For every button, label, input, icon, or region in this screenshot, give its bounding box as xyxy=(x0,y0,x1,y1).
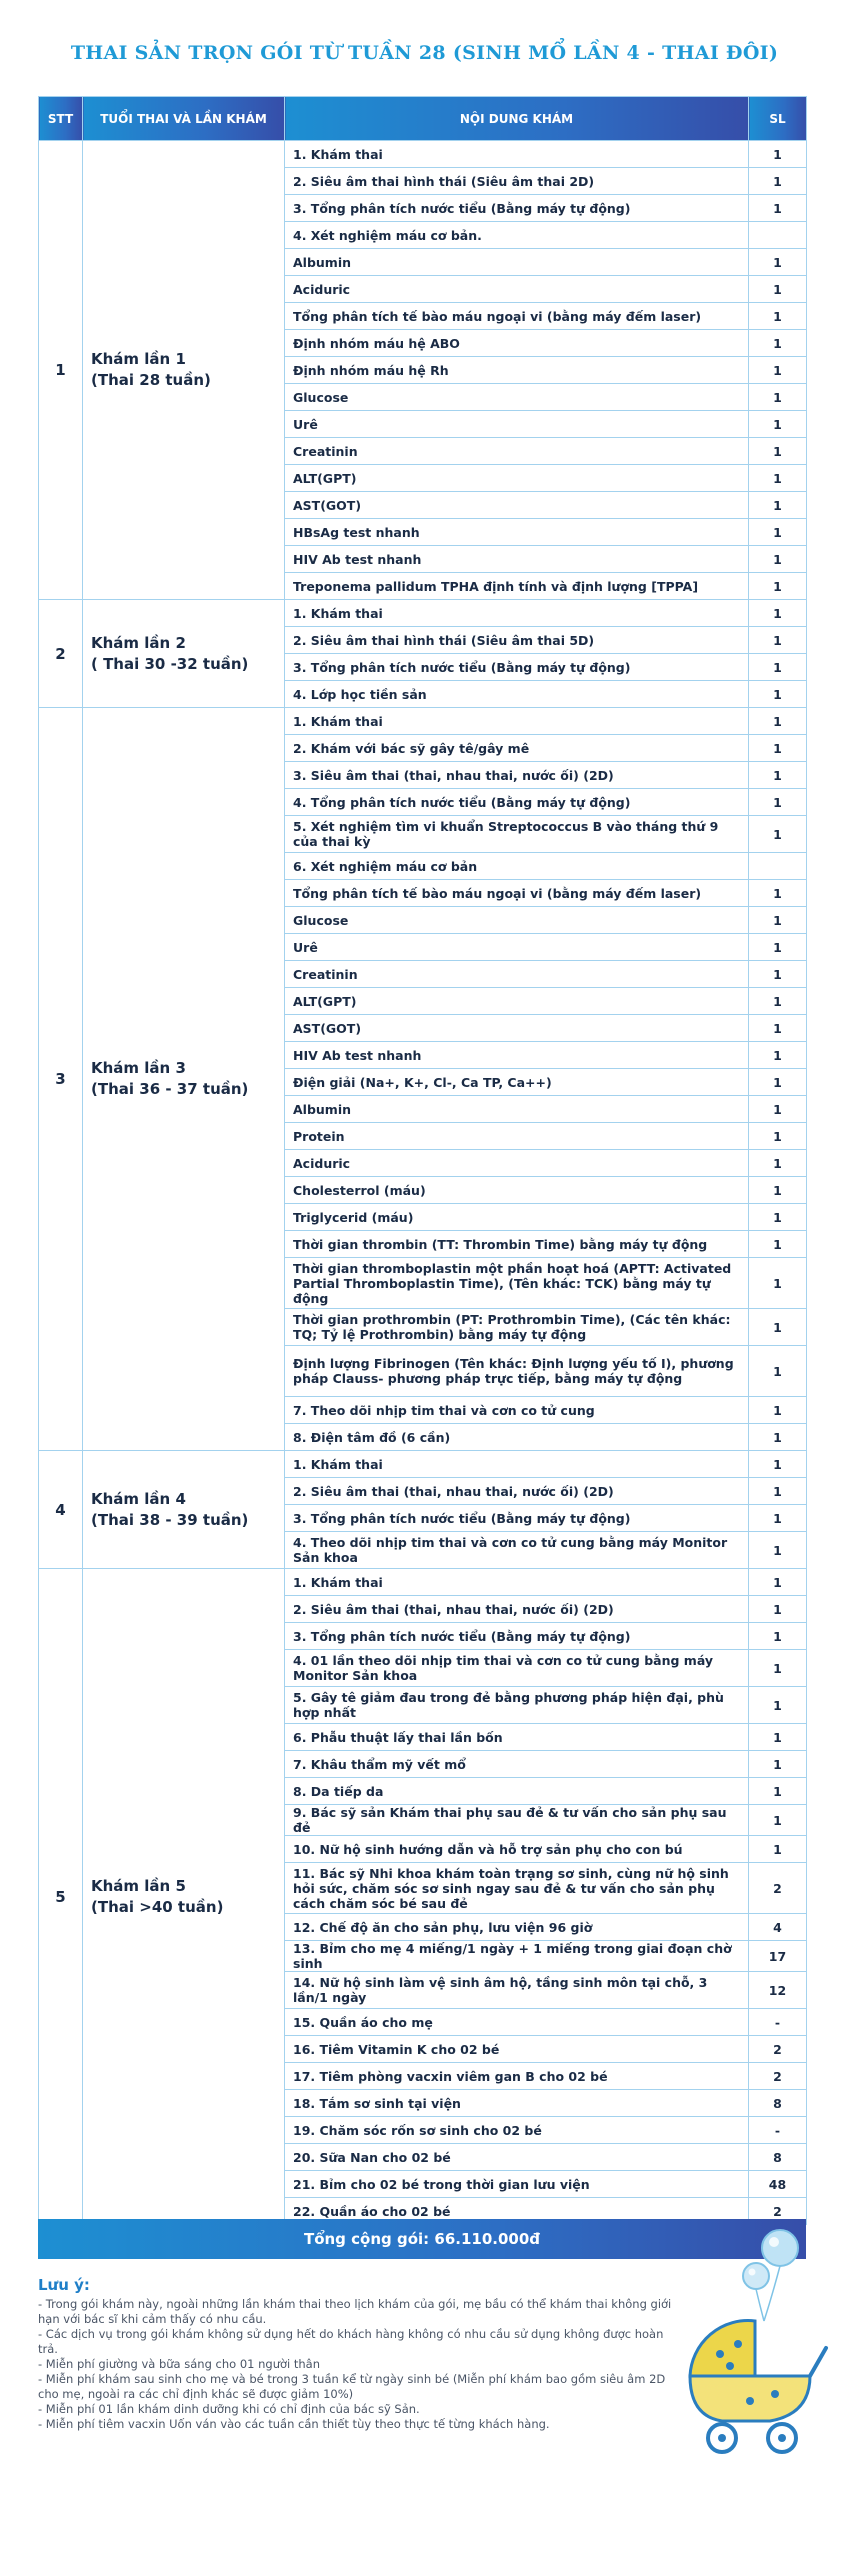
note-item: - Các dịch vụ trong gói khám không sử dụng hết do khách hàng không có nhu cầu sử dụng không được hoàn trả. xyxy=(38,2327,664,2356)
row-number: 3 xyxy=(39,708,83,1451)
service-qty: 1 xyxy=(749,681,807,708)
service-item: HBsAg test nhanh xyxy=(285,519,749,546)
row-number: 5 xyxy=(39,1569,83,2225)
note-item: - Miễn phí 01 lần khám dinh dưỡng khi có chỉ định của bác sỹ Sản. xyxy=(38,2402,420,2416)
visit-label: Khám lần 5 xyxy=(91,1876,186,1895)
service-item: ALT(GPT) xyxy=(285,988,749,1015)
visit-label: Khám lần 1 xyxy=(91,350,186,368)
service-item: 20. Sữa Nan cho 02 bé xyxy=(285,2144,749,2171)
service-qty: 1 xyxy=(749,573,807,600)
service-qty: 1 xyxy=(749,330,807,357)
service-qty: 1 xyxy=(749,1650,807,1687)
service-item: 2. Khám với bác sỹ gây tê/gây mê xyxy=(285,735,749,762)
note-item: - Miễn phí tiêm vacxin Uốn ván vào các tuần cần thiết tùy theo thực tế từng khách hàng. xyxy=(38,2417,550,2431)
service-item: 1. Khám thai xyxy=(285,141,749,168)
service-qty: 1 xyxy=(749,546,807,573)
service-item: 2. Siêu âm thai (thai, nhau thai, nước ối) (2D) xyxy=(285,1596,749,1623)
service-qty: 1 xyxy=(749,1451,807,1478)
service-qty: 1 xyxy=(749,880,807,907)
service-item: 6. Xét nghiệm máu cơ bản xyxy=(285,853,749,880)
service-qty: 1 xyxy=(749,195,807,222)
service-item: 4. Lớp học tiền sản xyxy=(285,681,749,708)
service-item: Urê xyxy=(285,411,749,438)
service-qty xyxy=(749,222,807,249)
service-item: Tổng phân tích tế bào máu ngoại vi (bằng máy đếm laser) xyxy=(285,880,749,907)
service-qty: 48 xyxy=(749,2171,807,2198)
service-qty: 1 xyxy=(749,1687,807,1724)
service-qty: 1 xyxy=(749,762,807,789)
service-item: Định nhóm máu hệ Rh xyxy=(285,357,749,384)
service-qty: 1 xyxy=(749,303,807,330)
service-item: Tổng phân tích tế bào máu ngoại vi (bằng máy đếm laser) xyxy=(285,303,749,330)
service-qty: 1 xyxy=(749,1778,807,1805)
service-qty: 1 xyxy=(749,600,807,627)
service-qty: 1 xyxy=(749,1805,807,1836)
service-qty: 1 xyxy=(749,816,807,853)
notes-title: Lưu ý: xyxy=(38,2276,90,2294)
service-item: 8. Điện tâm đồ (6 cần) xyxy=(285,1424,749,1451)
service-qty: 1 xyxy=(749,1177,807,1204)
service-item: Creatinin xyxy=(285,961,749,988)
header-visit: TUỔI THAI VÀ LẦN KHÁM xyxy=(83,97,285,141)
service-qty: 2 xyxy=(749,2063,807,2090)
total-price: Tổng cộng gói: 66.110.000đ xyxy=(38,2219,806,2259)
service-item: 3. Siêu âm thai (thai, nhau thai, nước ối) (2D) xyxy=(285,762,749,789)
header-qty: SL xyxy=(749,97,807,141)
service-qty: - xyxy=(749,2117,807,2144)
visit-week: (Thai >40 tuần) xyxy=(91,1897,224,1916)
service-qty: 1 xyxy=(749,1424,807,1451)
service-item: Albumin xyxy=(285,249,749,276)
service-qty: 1 xyxy=(749,1569,807,1596)
visit-cell xyxy=(83,1451,285,1569)
service-qty: 1 xyxy=(749,465,807,492)
service-qty: 8 xyxy=(749,2144,807,2171)
service-item: Điện giải (Na+, K+, Cl-, Ca TP, Ca++) xyxy=(285,1069,749,1096)
service-item: HIV Ab test nhanh xyxy=(285,1042,749,1069)
service-qty: 1 xyxy=(749,1836,807,1863)
service-item: 17. Tiêm phòng vacxin viêm gan B cho 02 bé xyxy=(285,2063,749,2090)
service-qty: 17 xyxy=(749,1941,807,1972)
service-qty: 1 xyxy=(749,1096,807,1123)
service-item: Aciduric xyxy=(285,1150,749,1177)
service-item: 4. Xét nghiệm máu cơ bản. xyxy=(285,222,749,249)
service-item: Treponema pallidum TPHA định tính và định lượng [TPPA] xyxy=(285,573,749,600)
service-item: Glucose xyxy=(285,384,749,411)
service-qty: 1 xyxy=(749,384,807,411)
table-row xyxy=(39,600,807,627)
service-qty: 1 xyxy=(749,988,807,1015)
service-item: HIV Ab test nhanh xyxy=(285,546,749,573)
service-qty: 1 xyxy=(749,1346,807,1397)
service-qty: 2 xyxy=(749,2036,807,2063)
service-qty: 1 xyxy=(749,627,807,654)
note-item: - Miễn phí giường và bữa sáng cho 01 người thân xyxy=(38,2357,321,2371)
service-item: Định nhóm máu hệ ABO xyxy=(285,330,749,357)
service-item: 3. Tổng phân tích nước tiểu (Bằng máy tự động) xyxy=(285,1623,749,1650)
table-body xyxy=(39,141,807,2225)
table-header-row xyxy=(39,97,807,141)
note-item: - Miễn phí khám sau sinh cho mẹ và bé trong 3 tuần kể từ ngày sinh bé (Miễn phí khám bao gồm siêu âm 2D cho mẹ, ngoài ra các chỉ định khác sẽ được giảm 10%) xyxy=(38,2372,666,2401)
service-qty: 1 xyxy=(749,961,807,988)
service-qty: 1 xyxy=(749,276,807,303)
service-qty: 1 xyxy=(749,357,807,384)
visit-week: (Thai 28 tuần) xyxy=(91,371,211,389)
service-item: 18. Tắm sơ sinh tại viện xyxy=(285,2090,749,2117)
service-qty: 2 xyxy=(749,2198,807,2225)
service-item: 1. Khám thai xyxy=(285,708,749,735)
baby-stroller-illustration xyxy=(660,2226,830,2456)
visit-cell xyxy=(83,600,285,708)
visit-label: Khám lần 4 xyxy=(91,1489,186,1508)
service-qty: 1 xyxy=(749,1015,807,1042)
service-item: 2. Siêu âm thai hình thái (Siêu âm thai 2D) xyxy=(285,168,749,195)
service-qty: 1 xyxy=(749,1724,807,1751)
service-qty: 1 xyxy=(749,141,807,168)
service-qty: 1 xyxy=(749,1258,807,1309)
service-qty: 1 xyxy=(749,492,807,519)
service-qty: 1 xyxy=(749,1309,807,1346)
service-item: 21. Bỉm cho 02 bé trong thời gian lưu viện xyxy=(285,2171,749,2198)
service-item: 19. Chăm sóc rốn sơ sinh cho 02 bé xyxy=(285,2117,749,2144)
service-item: Thời gian prothrombin (PT: Prothrombin Time), (Các tên khác: TQ; Tỷ lệ Prothrombin) bằng máy tự động xyxy=(285,1309,749,1346)
service-item: Cholesterrol (máu) xyxy=(285,1177,749,1204)
balloon-icon xyxy=(743,2230,798,2321)
service-item: 4. Tổng phân tích nước tiểu (Bằng máy tự động) xyxy=(285,789,749,816)
table-row xyxy=(39,141,807,168)
visit-cell xyxy=(83,141,285,600)
service-qty: 1 xyxy=(749,411,807,438)
service-qty: 1 xyxy=(749,789,807,816)
page-title: THAI SẢN TRỌN GÓI TỪ TUẦN 28 (SINH MỔ LẦN 4 - THAI ĐÔI) xyxy=(70,42,779,64)
service-qty: 1 xyxy=(749,654,807,681)
service-qty: 1 xyxy=(749,1751,807,1778)
service-item: 1. Khám thai xyxy=(285,1451,749,1478)
service-item: 5. Xét nghiệm tìm vi khuẩn Streptococcus B vào tháng thứ 9 của thai kỳ xyxy=(285,816,749,853)
service-item: 13. Bỉm cho mẹ 4 miếng/1 ngày + 1 miếng trong giai đoạn chờ sinh xyxy=(285,1941,749,1972)
service-item: ALT(GPT) xyxy=(285,465,749,492)
note-item: - Trong gói khám này, ngoài những lần khám thai theo lịch khám của gói, mẹ bầu có thể khám thai không giới hạn với bác sĩ khi cảm thấy có nhu cầu. xyxy=(38,2297,672,2326)
service-qty: 1 xyxy=(749,1623,807,1650)
service-qty: 1 xyxy=(749,1505,807,1532)
header-stt: STT xyxy=(39,97,83,141)
service-qty xyxy=(749,853,807,880)
service-item: 22. Quần áo cho 02 bé xyxy=(285,2198,749,2225)
service-item: 16. Tiêm Vitamin K cho 02 bé xyxy=(285,2036,749,2063)
service-qty: 1 xyxy=(749,1596,807,1623)
service-item: Định lượng Fibrinogen (Tên khác: Định lượng yếu tố I), phương pháp Clauss- phương pháp trực tiếp, bằng máy tự động xyxy=(285,1346,749,1397)
service-qty: 1 xyxy=(749,735,807,762)
service-item: 5. Gây tê giảm đau trong đẻ bằng phương pháp hiện đại, phù hợp nhất xyxy=(285,1687,749,1724)
row-number: 1 xyxy=(39,141,83,600)
service-item: 11. Bác sỹ Nhi khoa khám toàn trạng sơ sinh, cùng nữ hộ sinh hỏi sức, chăm sóc sơ sinh ngay sau đẻ & tư vấn cho sản phụ cách chăm sóc bé sau đẻ xyxy=(285,1863,749,1914)
service-item: 9. Bác sỹ sản Khám thai phụ sau đẻ & tư vấn cho sản phụ sau đẻ xyxy=(285,1805,749,1836)
row-number: 2 xyxy=(39,600,83,708)
service-item: 12. Chế độ ăn cho sản phụ, lưu viện 96 giờ xyxy=(285,1914,749,1941)
service-qty: 1 xyxy=(749,1042,807,1069)
visit-cell xyxy=(83,1569,285,2225)
service-item: 7. Theo dõi nhịp tim thai và cơn co tử cung xyxy=(285,1397,749,1424)
service-item: 3. Tổng phân tích nước tiểu (Bằng máy tự động) xyxy=(285,654,749,681)
service-item: Albumin xyxy=(285,1096,749,1123)
service-qty: 1 xyxy=(749,1204,807,1231)
service-qty: 1 xyxy=(749,907,807,934)
notes-list xyxy=(38,2297,678,2432)
header-content: NỘI DUNG KHÁM xyxy=(285,97,749,141)
service-qty: 1 xyxy=(749,1397,807,1424)
service-item: AST(GOT) xyxy=(285,492,749,519)
service-item: 7. Khâu thẩm mỹ vết mổ xyxy=(285,1751,749,1778)
service-qty: 1 xyxy=(749,1532,807,1569)
service-qty: 1 xyxy=(749,1069,807,1096)
service-item: 3. Tổng phân tích nước tiểu (Bằng máy tự động) xyxy=(285,195,749,222)
service-item: Thời gian thrombin (TT: Thrombin Time) bằng máy tự động xyxy=(285,1231,749,1258)
service-item: 4. 01 lần theo dõi nhịp tim thai và cơn co tử cung bằng máy Monitor Sản khoa xyxy=(285,1650,749,1687)
service-qty: 1 xyxy=(749,168,807,195)
package-table xyxy=(38,96,807,2225)
service-item: 4. Theo dõi nhịp tim thai và cơn co tử cung bằng máy Monitor Sản khoa xyxy=(285,1532,749,1569)
visit-label: Khám lần 3 xyxy=(91,1059,186,1077)
service-item: 3. Tổng phân tích nước tiểu (Bằng máy tự động) xyxy=(285,1505,749,1532)
row-number: 4 xyxy=(39,1451,83,1569)
service-item: 15. Quần áo cho mẹ xyxy=(285,2009,749,2036)
visit-label: Khám lần 2 xyxy=(91,633,186,652)
service-qty: 1 xyxy=(749,1123,807,1150)
table-row xyxy=(39,1569,807,1596)
service-item: AST(GOT) xyxy=(285,1015,749,1042)
service-qty: 1 xyxy=(749,438,807,465)
service-qty: 1 xyxy=(749,519,807,546)
service-item: Urê xyxy=(285,934,749,961)
service-qty: 8 xyxy=(749,2090,807,2117)
table-row xyxy=(39,708,807,735)
visit-week: ( Thai 30 -32 tuần) xyxy=(91,654,249,673)
service-item: 10. Nữ hộ sinh hướng dẫn và hỗ trợ sản phụ cho con bú xyxy=(285,1836,749,1863)
visit-week: (Thai 36 - 37 tuần) xyxy=(91,1080,249,1098)
service-item: 2. Siêu âm thai (thai, nhau thai, nước ối) (2D) xyxy=(285,1478,749,1505)
service-item: 2. Siêu âm thai hình thái (Siêu âm thai 5D) xyxy=(285,627,749,654)
service-item: 14. Nữ hộ sinh làm vệ sinh âm hộ, tầng sinh môn tại chỗ, 3 lần/1 ngày xyxy=(285,1972,749,2009)
service-item: Creatinin xyxy=(285,438,749,465)
service-item: Glucose xyxy=(285,907,749,934)
service-item: 6. Phẫu thuật lấy thai lần bốn xyxy=(285,1724,749,1751)
service-qty: 1 xyxy=(749,1150,807,1177)
service-item: Thời gian thromboplastin một phần hoạt hoá (APTT: Activated Partial Thromboplastin Time), (Tên khác: TCK) bằng máy tự động xyxy=(285,1258,749,1309)
visit-cell xyxy=(83,708,285,1451)
service-qty: 4 xyxy=(749,1914,807,1941)
service-item: Protein xyxy=(285,1123,749,1150)
service-qty: 2 xyxy=(749,1863,807,1914)
service-item: Aciduric xyxy=(285,276,749,303)
service-qty: 1 xyxy=(749,1231,807,1258)
service-item: Triglycerid (máu) xyxy=(285,1204,749,1231)
service-qty: 1 xyxy=(749,934,807,961)
service-qty: 1 xyxy=(749,708,807,735)
visit-week: (Thai 38 - 39 tuần) xyxy=(91,1510,249,1529)
table-row xyxy=(39,1451,807,1478)
notes-section xyxy=(38,2276,678,2432)
service-qty: 1 xyxy=(749,249,807,276)
service-qty: - xyxy=(749,2009,807,2036)
stroller-icon xyxy=(690,2321,826,2452)
service-item: 1. Khám thai xyxy=(285,1569,749,1596)
service-item: 1. Khám thai xyxy=(285,600,749,627)
service-item: 8. Da tiếp da xyxy=(285,1778,749,1805)
service-qty: 1 xyxy=(749,1478,807,1505)
service-qty: 12 xyxy=(749,1972,807,2009)
